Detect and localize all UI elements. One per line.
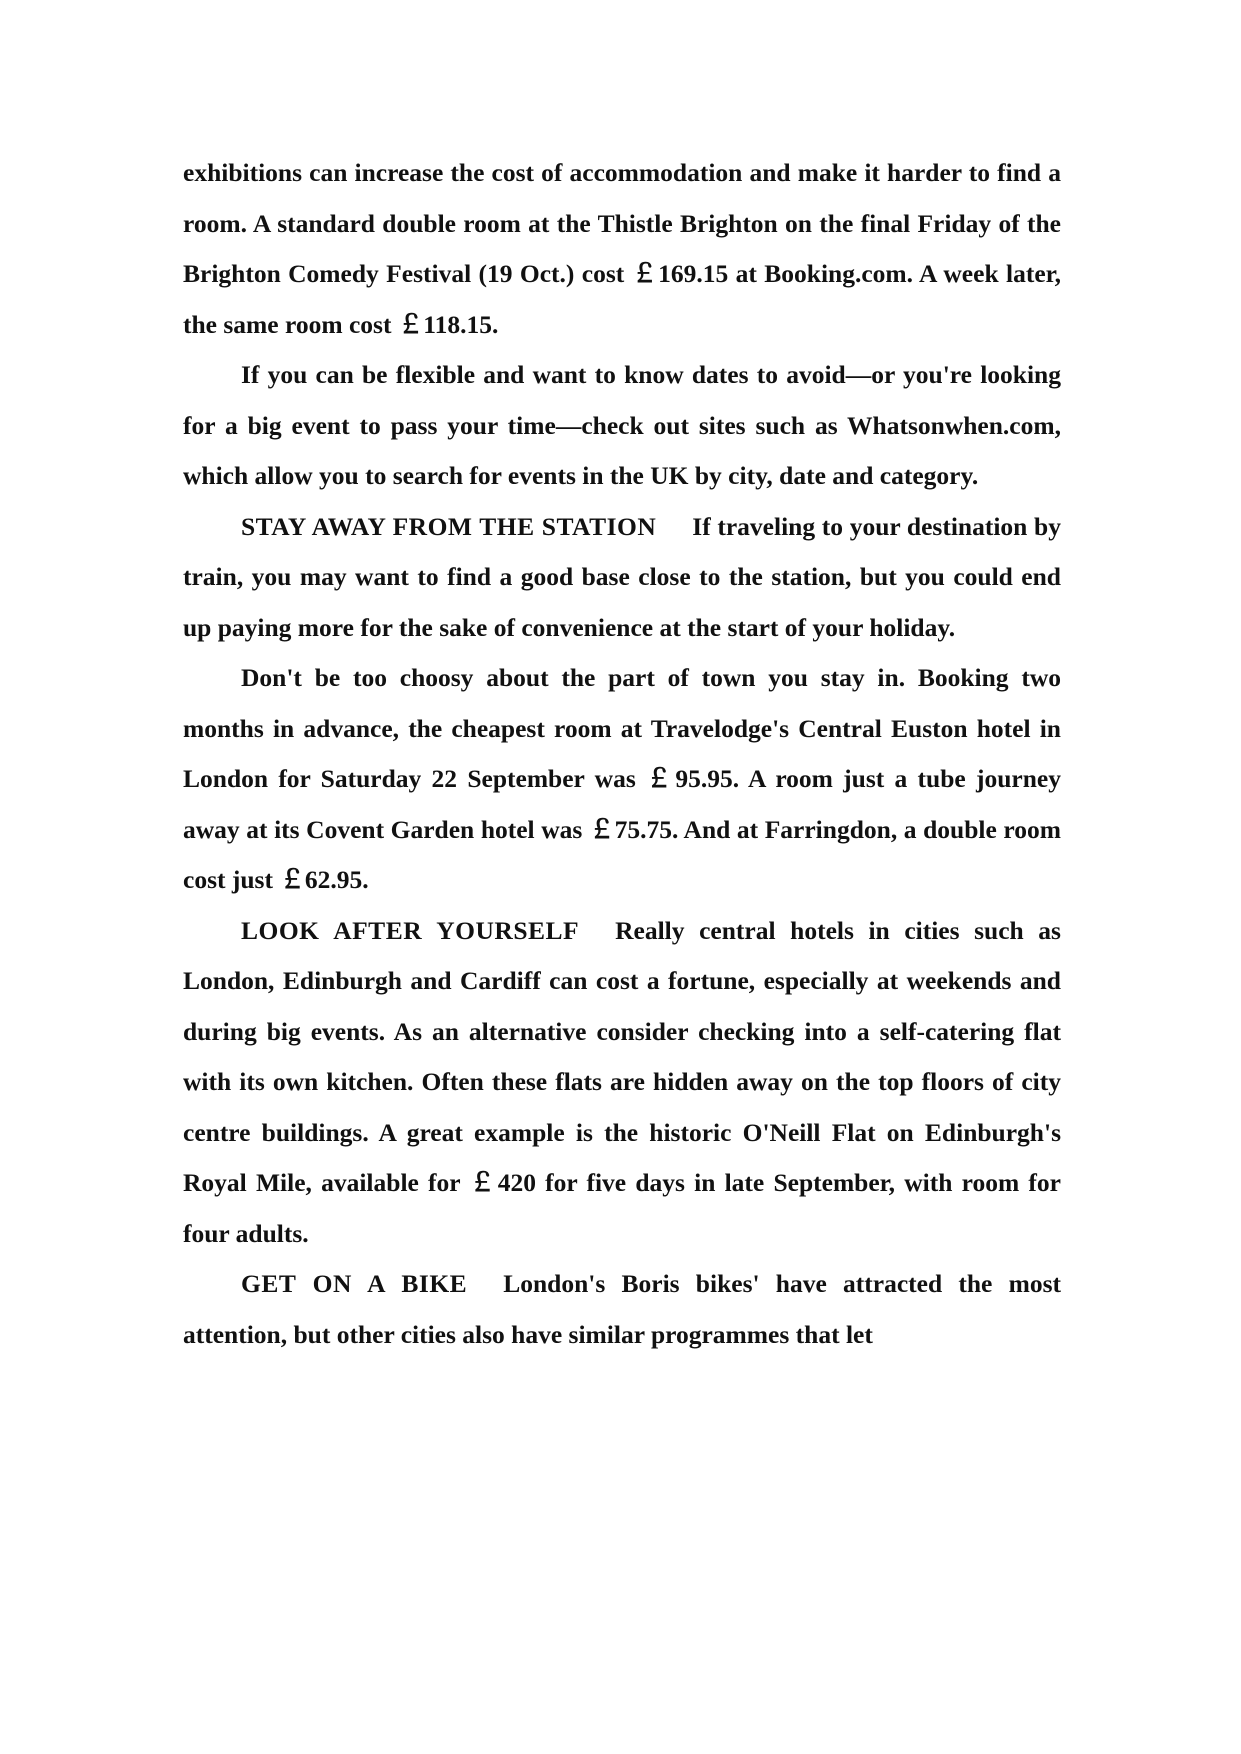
paragraph-text: Don't be too choosy about the part of town you stay in. Booking two months in advance, the cheapest room at Travelodge's Central Euston hotel in London for Saturday 22 September was ￡95.95. A room just a tube journey away at its Covent Garden hotel was ￡75.75. And at Farringdon, a double room cost just ￡62.95. — [183, 663, 1061, 894]
section-heading: LOOK AFTER YOURSELF — [241, 915, 580, 945]
paragraph-stay-away-from-station — [183, 502, 1061, 654]
paragraph-text: If you can be flexible and want to know dates to avoid—or you're looking for a big event to pass your time—check out sites such as Whatsonwhen.com, which allow you to search for events in the UK by city, date and category. — [183, 360, 1061, 490]
document-page — [183, 148, 1061, 1360]
paragraph-text: London's Boris bikes' have attracted the most attention, but other cities also have similar programmes that let — [183, 1269, 1061, 1349]
paragraph-text: exhibitions can increase the cost of accommodation and make it harder to find a room. A standard double room at the Thistle Brighton on the final Friday of the Brighton Comedy Festival (19 Oct.) cost ￡169.15 at Booking.com. A week later, the same room cost ￡118.15. — [183, 158, 1061, 339]
paragraph-look-after-yourself — [183, 906, 1061, 1260]
paragraph-flexible-dates — [183, 350, 1061, 502]
paragraph-accommodation-cost — [183, 148, 1061, 350]
paragraph-get-on-a-bike — [183, 1259, 1061, 1360]
paragraph-text: Really central hotels in cities such as London, Edinburgh and Cardiff can cost a fortune, especially at weekends and during big events. As an alternative consider checking into a self-catering flat with its own kitchen. Often these flats are hidden away on the top floors of city centre buildings. A great example is the historic O'Neill Flat on Edinburgh's Royal Mile, available for ￡420 for five days in late September, with room for four adults. — [183, 915, 1061, 1248]
paragraph-text: If traveling to your destination by train, you may want to find a good base close to the station, but you could end up paying more for the sake of convenience at the start of your holiday. — [183, 511, 1061, 642]
paragraph-choosy-town — [183, 653, 1061, 906]
section-heading: STAY AWAY FROM THE STATION — [241, 511, 657, 541]
section-heading: GET ON A BIKE — [241, 1269, 468, 1298]
